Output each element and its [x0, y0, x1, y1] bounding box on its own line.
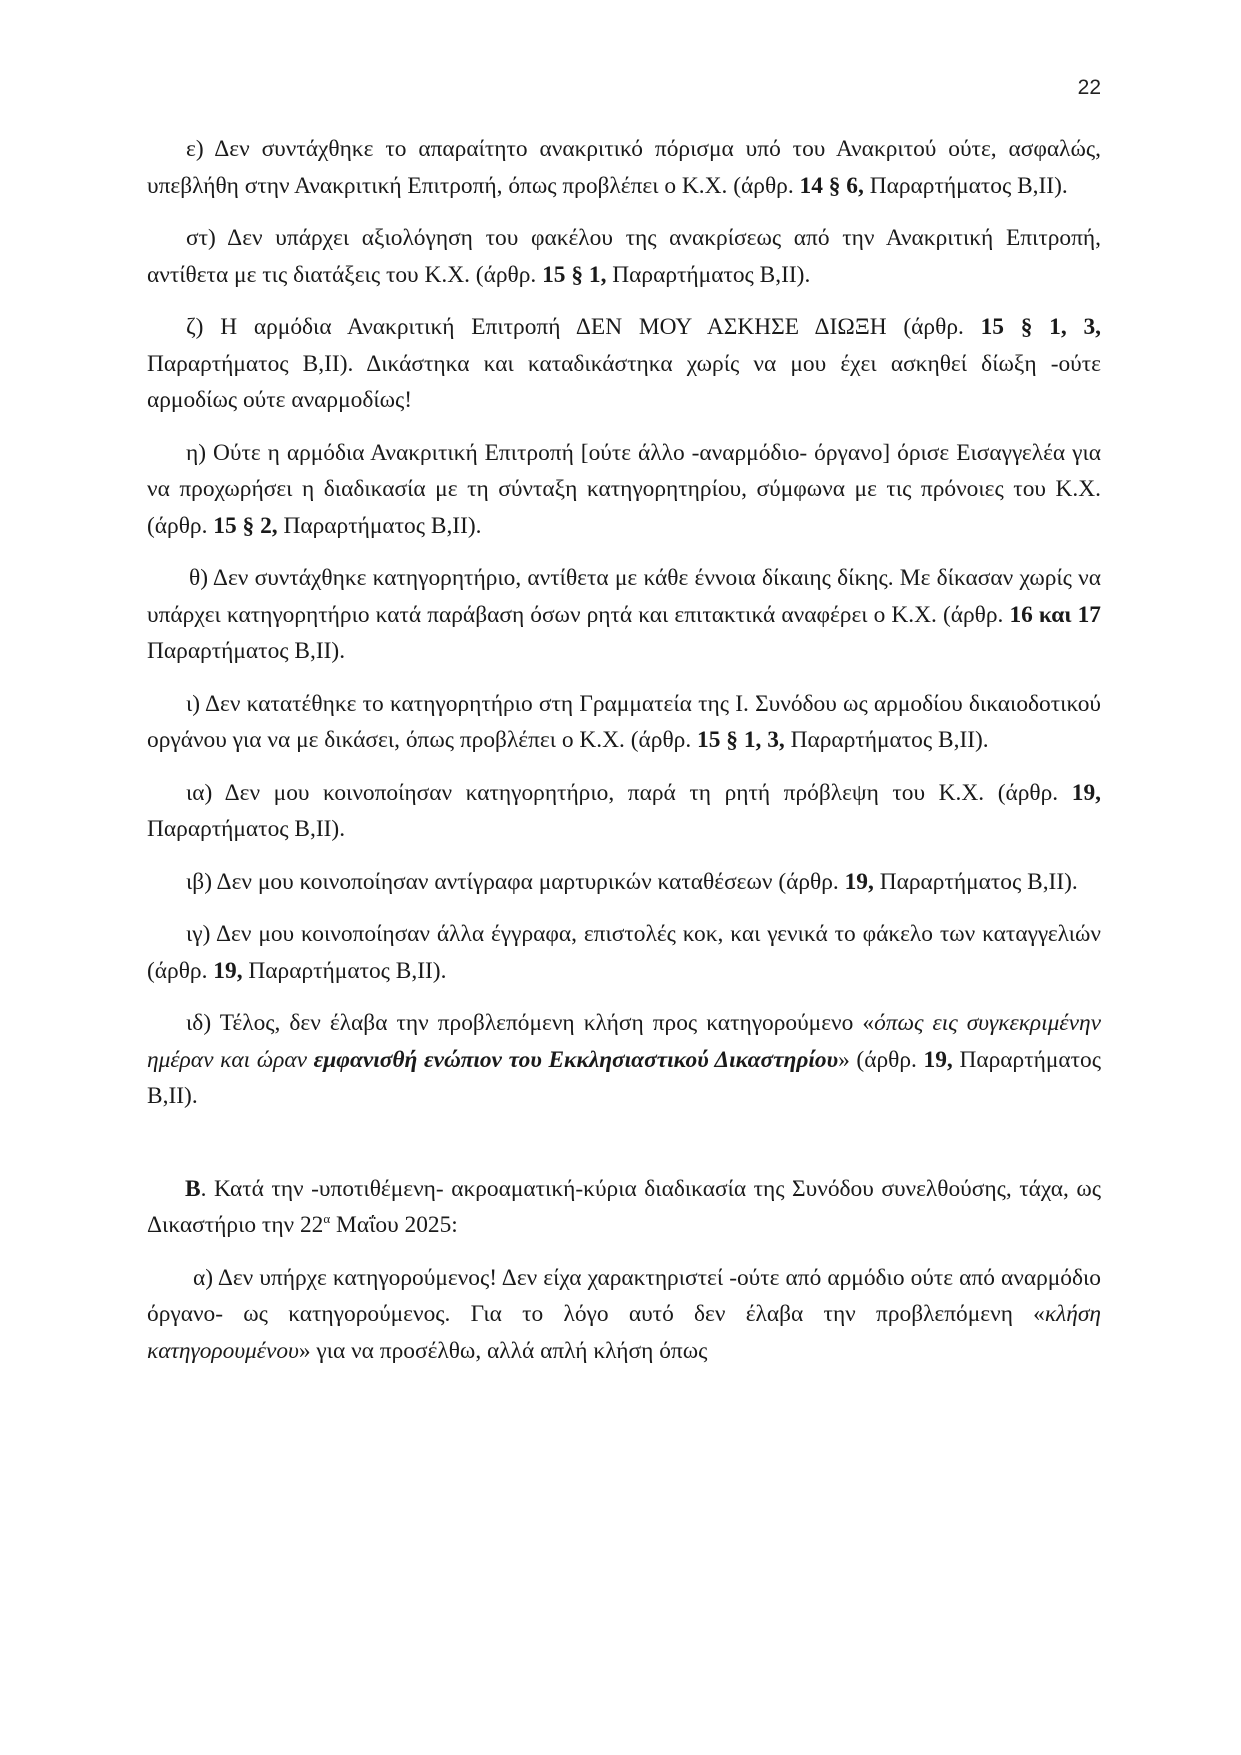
paragraph-e	[147, 131, 1101, 204]
paragraph-eta	[147, 435, 1101, 545]
paragraph-text: Παραρτήματος Β,ΙΙ).	[147, 638, 346, 664]
paragraph-text: » (άρθρ.	[838, 1046, 924, 1073]
section-letter: Β	[185, 1175, 201, 1202]
paragraph-text: Παραρτήματος Β,ΙΙ).	[873, 868, 1078, 895]
quoted-text: κλήση κατηγορουμένου	[147, 1301, 1101, 1364]
article-reference: 15 § 1,	[542, 261, 607, 288]
paragraph-th	[147, 560, 1101, 670]
document-body	[147, 131, 1101, 1385]
paragraph-text: ιβ) Δεν μου κοινοποίησαν αντίγραφα μαρτυρικών καταθέσεων (άρθρ.	[186, 868, 845, 895]
article-reference: 19,	[213, 957, 243, 984]
quoted-text: όπως εις συγκεκριμένην ημέραν και ώραν	[147, 1010, 1101, 1073]
paragraph-text: στ) Δεν υπάρχει αξιολόγηση του φακέλου της ανακρίσεως από την Ανακριτική Επιτροπή, αντίθετα με τις διατάξεις του Κ.Χ. (άρθρ.	[147, 225, 1101, 288]
article-reference: 15 § 1, 3,	[980, 314, 1101, 340]
paragraph-text: Παραρτήματος Β,ΙΙ).	[277, 512, 482, 539]
paragraph-text: ιδ) Τέλος, δεν έλαβα την προβλεπόμενη κλήση προς κατηγορούμενο «	[186, 1010, 875, 1036]
paragraph-text: ιγ) Δεν μου κοινοποίησαν άλλα έγγραφα, επιστολές κοκ, και γενικά το φάκελο των καταγγελιών (άρθρ.	[147, 921, 1101, 984]
paragraph-text: Παραρτήματος Β,ΙΙ).	[606, 261, 811, 288]
article-reference: 16 και 17	[1009, 601, 1101, 628]
paragraph-text: ζ) Η αρμόδια Ανακριτική Επιτροπή ΔΕΝ ΜΟΥ ΑΣΚΗΣΕ ΔΙΩΞΗ (άρθρ.	[186, 314, 981, 340]
paragraph-text: θ) Δεν συντάχθηκε κατηγορητήριο, αντίθετα με κάθε έννοια δίκαιης δίκης. Με δίκασαν χωρίς να υπάρχει κατηγορητήριο κατά παράβαση όσων ρητά και επιτακτικά αναφέρει ο Κ.Χ. (άρθρ.	[147, 565, 1101, 628]
section-b-heading	[147, 1171, 1101, 1244]
paragraph-text: ια) Δεν μου κοινοποίησαν κατηγορητήριο, παρά τη ρητή πρόβλεψη του Κ.Χ. (άρθρ.	[186, 779, 1072, 806]
quoted-emphasis: εμφανισθή ενώπιον του Εκκλησιαστικού Δικαστηρίου	[313, 1046, 839, 1073]
paragraph-text: Παραρτήματος Β,ΙΙ).	[863, 172, 1068, 199]
paragraph-text: η) Ούτε η αρμόδια Ανακριτική Επιτροπή [ούτε άλλο -αναρμόδιο- όργανο] όρισε Εισαγγελέα για να προχωρήσει η διαδικασία με τη σύνταξη κατηγορητηρίου, σύμφωνα με τις πρόνοιες του Κ.Χ. (άρθρ.	[147, 439, 1101, 539]
paragraph-ia	[147, 775, 1101, 848]
paragraph-z	[147, 309, 1101, 419]
paragraph-id	[147, 1005, 1101, 1115]
article-reference: 14 § 6,	[799, 172, 864, 199]
article-reference: 15 § 1, 3,	[697, 727, 785, 753]
page-number: 22	[1077, 76, 1101, 99]
paragraph-a	[147, 1260, 1101, 1370]
paragraph-text: ε) Δεν συντάχθηκε το απαραίτητο ανακριτικό πόρισμα υπό του Ανακριτού ούτε, ασφαλώς, υπεβλήθη στην Ανακριτική Επιτροπή, όπως προβλέπει ο Κ.Χ. (άρθρ.	[147, 136, 1101, 199]
paragraph-text: ι) Δεν κατατέθηκε το κατηγορητήριο στη Γραμματεία της Ι. Συνόδου ως αρμοδίου δικαιοδοτικού οργάνου για να με δικάσει, όπως προβλέπει ο Κ.Χ. (άρθρ.	[147, 690, 1101, 753]
paragraph-ig	[147, 916, 1101, 989]
paragraph-text: α) Δεν υπήρχε κατηγορούμενος! Δεν είχα χαρακτηριστεί -ούτε από αρμόδιο ούτε από αναρμόδιο όργανο- ως κατηγορούμενος. Για το λόγο αυτό δεν έλαβα την προβλεπόμενη «	[147, 1264, 1101, 1327]
paragraph-text: Παραρτήματος Β,ΙΙ).	[147, 1046, 1101, 1109]
paragraph-i	[147, 686, 1101, 759]
paragraph-text: Παραρτήματος Β,ΙΙ).	[242, 957, 447, 984]
ordinal-superscript: α	[323, 1211, 331, 1227]
paragraph-text: » για να προσέλθω, αλλά απλή κλήση όπως	[298, 1337, 708, 1364]
article-reference: 19,	[844, 868, 874, 895]
paragraph-text: Παραρτήματος Β,ΙΙ).	[784, 727, 989, 753]
paragraph-ib	[147, 864, 1101, 901]
paragraph-st	[147, 220, 1101, 293]
paragraph-text: Παραρτήματος Β,ΙΙ). Δικάστηκα και καταδικάστηκα χωρίς να μου έχει ασκηθεί δίωξη -ούτε αρμοδίως ούτε αναρμοδίως!	[147, 350, 1101, 413]
paragraph-text: Μαΐου 2025:	[330, 1212, 458, 1238]
article-reference: 19,	[1071, 779, 1101, 806]
article-reference: 15 § 2,	[213, 512, 278, 539]
article-reference: 19,	[923, 1046, 953, 1073]
paragraph-text: . Κατά την -υποτιθέμενη- ακροαματική-κύρια διαδικασία της Συνόδου συνελθούσης, τάχα, ως Δικαστήριο την 22	[147, 1175, 1101, 1238]
paragraph-text: Παραρτήματος Β,ΙΙ).	[147, 816, 346, 842]
